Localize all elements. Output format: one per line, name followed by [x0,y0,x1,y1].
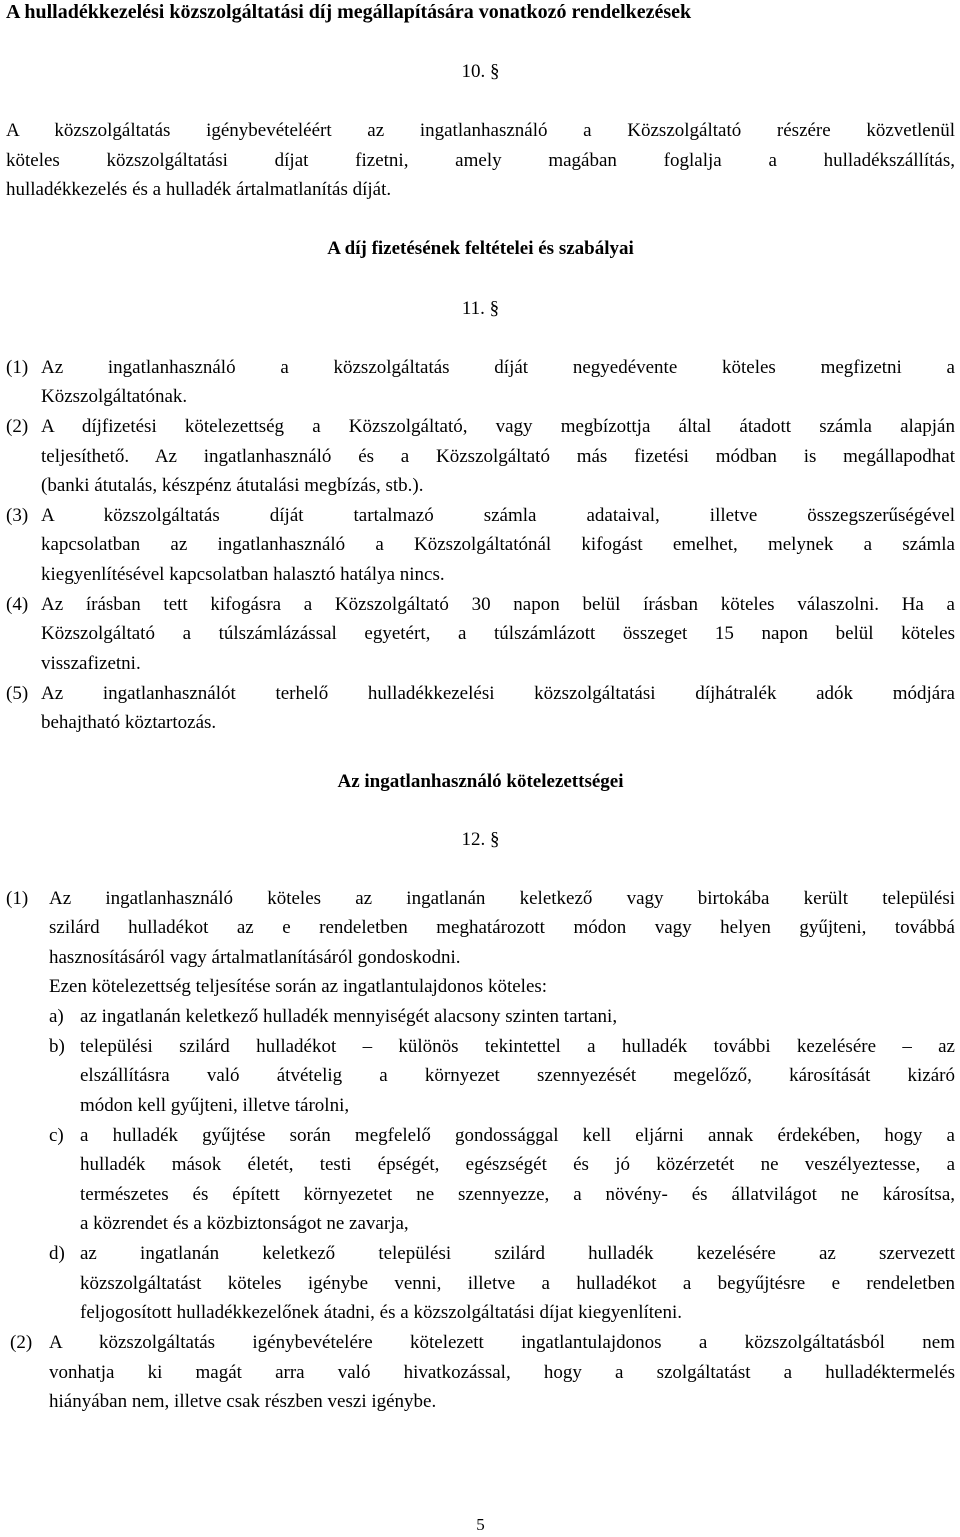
s11-item-3-line-3: kiegyenlítésével kapcsolatban halasztó hatálya nincs. [41,564,445,585]
s11-item-4-label: (4) [6,594,29,615]
section-10-line-1: A közszolgáltatás igénybevételéért az ingatlanhasználó a Közszolgáltató részére közvetlenül [6,120,955,141]
s12-sub-b-label: b) [49,1036,65,1057]
s11-item-5-line-1: Az ingatlanhasználót terhelő hulladékkezelési közszolgáltatási díjhátralék adók módjára [41,683,955,704]
s11-item-2-line-1: A díjfizetési kötelezettség a Közszolgáltató, vagy megbízottja által átadott számla alapján [41,416,955,437]
s12-sub-b-line-3: módon kell gyűjteni, illetve tárolni, [80,1095,350,1116]
s12-sub-d-line-3: feljogosított hulladékkezelőnek átadni, és a közszolgáltatási díjat kiegyenlíteni. [80,1302,683,1323]
section-10-line-2: köteles közszolgáltatási díjat fizetni, amely magában foglalja a hulladékszállítás, [6,150,955,171]
s11-item-4-line-2: Közszolgáltató a túlszámlázással egyetért, a túlszámlázott összeget 15 napon belül köteles [41,623,955,644]
s11-item-2-line-2: teljesíthető. Az ingatlanhasználó és a Közszolgáltató más fizetési módban is megállapodhat [41,446,955,467]
s11-item-3-line-2: kapcsolatban az ingatlanhasználó a Közszolgáltatónál kifogást emelhet, melynek a számla [41,534,955,555]
s11-item-3-line-1: A közszolgáltatás díját tartalmazó számla adataival, illetve összegszerűségével [41,505,955,526]
s12-sub-c-line-2: hulladék mások életét, testi épségét, egészségét és jó közérzetét ne veszélyeztesse, a [80,1154,955,1175]
s12-item-1-line-2: szilárd hulladékot az e rendeletben meghatározott módon vagy helyen gyűjteni, továbbá [49,917,955,938]
s12-item-1-sub-intro: Ezen kötelezettség teljesítése során az ingatlantulajdonos köteles: [49,976,548,997]
s12-sub-d-line-1: az ingatlanán keletkező települési szilárd hulladék kezelésére az szervezett [80,1243,955,1264]
s11-item-1-line-1: Az ingatlanhasználó a közszolgáltatás díját negyedévente köteles megfizetni a [41,357,955,378]
s12-item-1-line-3: hasznosításáról vagy ártalmatlanításáról gondoskodni. [49,947,461,968]
s12-sub-c-line-3: természetes és épített környezetet ne szennyezze, a növény- és állatvilágot ne károsítsa, [80,1184,955,1205]
s12-sub-c-line-4: a közrendet és a közbiztonságot ne zavarja, [80,1213,409,1234]
section-12-number: 12. § [461,829,500,850]
s11-item-2-label: (2) [6,416,29,437]
s11-item-1-label: (1) [6,357,29,378]
s11-item-1-line-2: Közszolgáltatónak. [41,386,188,407]
s11-item-2-line-3: (banki átutalás, készpénz átutalási megbízás, stb.). [41,475,424,496]
s12-sub-d-label: d) [49,1243,65,1264]
document-title: A hulladékkezelési közszolgáltatási díj megállapítására vonatkozó rendelkezések [6,1,692,23]
heading-fee-rules: A díj fizetésének feltételei és szabályai [327,238,634,259]
section-10-number: 10. § [461,61,500,82]
s12-sub-d-line-2: közszolgáltatást köteles igénybe venni, illetve a hulladékot a begyűjtésre e rendeletben [80,1273,955,1294]
s12-item-1-label: (1) [6,888,29,909]
s12-sub-a-line-1: az ingatlanán keletkező hulladék mennyiségét alacsony szinten tartani, [80,1006,618,1027]
s12-sub-b-line-1: települési szilárd hulladékot – különös tekintettel a hulladék további kezelésére – az [80,1036,955,1057]
s12-item-2-label: (2) [10,1332,33,1353]
s12-sub-a-label: a) [49,1006,64,1027]
s11-item-4-line-3: visszafizetni. [41,653,141,674]
s12-sub-b-line-2: elszállításra való átvételig a környezet szennyezését megelőző, károsítását kizáró [80,1065,955,1086]
section-10-line-3: hulladékkezelés és a hulladék ártalmatlanítás díját. [6,179,392,200]
s12-item-1-line-1: Az ingatlanhasználó köteles az ingatlanán keletkező vagy birtokába került települési [49,888,955,909]
s11-item-3-label: (3) [6,505,29,526]
s11-item-5-line-2: behajtható köztartozás. [41,712,217,733]
s12-sub-c-label: c) [49,1125,64,1146]
page-number: 5 [476,1515,485,1534]
section-11-number: 11. § [461,298,500,319]
s11-item-4-line-1: Az írásban tett kifogásra a Közszolgáltató 30 napon belül írásban köteles válaszolni. Ha a [41,594,955,615]
s12-sub-c-line-1: a hulladék gyűjtése során megfelelő gondossággal kell eljárni annak érdekében, hogy a [80,1125,955,1146]
s11-item-5-label: (5) [6,683,29,704]
s12-item-2-line-3: hiányában nem, illetve csak részben veszi igénybe. [49,1391,437,1412]
s12-item-2-line-2: vonhatja ki magát arra való hivatkozással, hogy a szolgáltatást a hulladéktermelés [49,1362,955,1383]
heading-user-obligations: Az ingatlanhasználó kötelezettségei [337,771,624,792]
s12-item-2-line-1: A közszolgáltatás igénybevételére kötelezett ingatlantulajdonos a közszolgáltatásból nem [49,1332,955,1353]
